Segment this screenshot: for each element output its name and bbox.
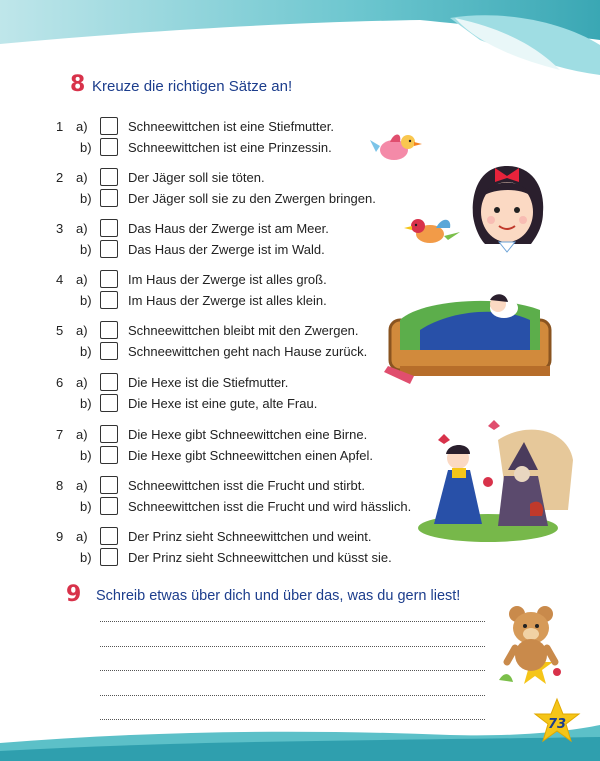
option-letter: b) [80, 293, 92, 308]
option-text: Schneewittchen isst die Frucht und wird hässlich. [128, 499, 412, 514]
question-number: 7 [56, 427, 64, 442]
option-text: Schneewittchen bleibt mit den Zwergen. [128, 323, 359, 338]
checkbox[interactable] [100, 291, 118, 309]
option-letter: b) [80, 191, 92, 206]
option-text: Der Prinz sieht Schneewittchen und küsst sie. [128, 550, 392, 565]
option-letter: b) [80, 550, 92, 565]
exercise-9-number: 9 [66, 582, 82, 607]
question-number: 5 [56, 323, 64, 338]
option-text: Im Haus der Zwerge ist alles klein. [128, 293, 327, 308]
snow-white-bed-illustration [380, 280, 570, 390]
option-letter: a) [76, 221, 88, 236]
checkbox[interactable] [100, 189, 118, 207]
question-number: 9 [56, 529, 64, 544]
option-letter: a) [76, 529, 88, 544]
exercise-8-title: Kreuze die richtigen Sätze an! [92, 78, 293, 95]
option-letter: b) [80, 140, 92, 155]
question-number: 8 [56, 478, 64, 493]
checkbox[interactable] [100, 373, 118, 391]
writing-line[interactable] [100, 621, 485, 622]
option-letter: b) [80, 499, 92, 514]
bird-illustration [370, 128, 425, 168]
bird-illustration [402, 210, 462, 250]
question-number: 2 [56, 170, 64, 185]
checkbox[interactable] [100, 138, 118, 156]
option-letter: a) [76, 375, 88, 390]
bear-illustration [495, 600, 575, 688]
question-number: 6 [56, 375, 64, 390]
top-wave-decoration [0, 0, 600, 90]
option-letter: a) [76, 119, 88, 134]
option-text: Im Haus der Zwerge ist alles groß. [128, 272, 327, 287]
checkbox[interactable] [100, 476, 118, 494]
checkbox[interactable] [100, 446, 118, 464]
snow-white-face-illustration [465, 160, 550, 260]
option-text: Die Hexe gibt Schneewittchen einen Apfel. [128, 448, 373, 463]
option-text: Schneewittchen ist eine Prinzessin. [128, 140, 332, 155]
option-text: Der Jäger soll sie zu den Zwergen bringen. [128, 191, 376, 206]
checkbox[interactable] [100, 321, 118, 339]
option-text: Das Haus der Zwerge ist im Wald. [128, 242, 325, 257]
question-number: 3 [56, 221, 64, 236]
option-text: Schneewittchen ist eine Stiefmutter. [128, 119, 334, 134]
bottom-wave-decoration [0, 701, 600, 761]
option-text: Der Prinz sieht Schneewittchen und weint. [128, 529, 372, 544]
checkbox[interactable] [100, 425, 118, 443]
option-text: Die Hexe ist die Stiefmutter. [128, 375, 289, 390]
option-letter: a) [76, 427, 88, 442]
option-text: Das Haus der Zwerge ist am Meer. [128, 221, 329, 236]
checkbox[interactable] [100, 527, 118, 545]
checkbox[interactable] [100, 270, 118, 288]
checkbox[interactable] [100, 342, 118, 360]
checkbox[interactable] [100, 394, 118, 412]
option-letter: a) [76, 170, 88, 185]
option-text: Schneewittchen geht nach Hause zurück. [128, 344, 368, 359]
option-text: Der Jäger soll sie töten. [128, 170, 265, 185]
checkbox[interactable] [100, 219, 118, 237]
option-letter: b) [80, 242, 92, 257]
checkbox[interactable] [100, 168, 118, 186]
checkbox[interactable] [100, 240, 118, 258]
checkbox[interactable] [100, 548, 118, 566]
option-letter: b) [80, 344, 92, 359]
page-number-star [532, 697, 582, 747]
question-number: 1 [56, 119, 64, 134]
option-letter: b) [80, 396, 92, 411]
writing-line[interactable] [100, 670, 485, 671]
checkbox[interactable] [100, 497, 118, 515]
option-text: Die Hexe gibt Schneewittchen eine Birne. [128, 427, 368, 442]
option-letter: b) [80, 448, 92, 463]
exercise-9-title: Schreib etwas über dich und über das, was du gern liest! [96, 588, 461, 604]
checkbox[interactable] [100, 117, 118, 135]
writing-line[interactable] [100, 646, 485, 647]
question-number: 4 [56, 272, 64, 287]
option-text: Schneewittchen isst die Frucht und stirbt. [128, 478, 366, 493]
writing-line[interactable] [100, 695, 485, 696]
option-text: Die Hexe ist eine gute, alte Frau. [128, 396, 318, 411]
witch-apple-illustration [418, 420, 578, 545]
option-letter: a) [76, 323, 88, 338]
option-letter: a) [76, 478, 88, 493]
exercise-8-number: 8 [70, 72, 86, 97]
option-letter: a) [76, 272, 88, 287]
page-number: 73 [547, 717, 567, 732]
